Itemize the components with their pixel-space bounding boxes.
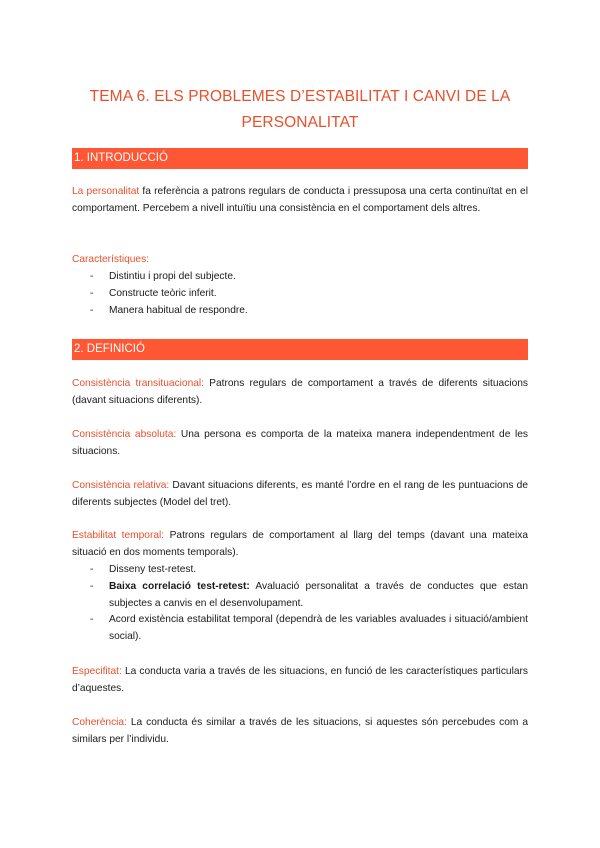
definition-especifitat (72, 664, 528, 698)
intro-paragraph (72, 184, 528, 218)
list-item-text: Disseny test-retest. (109, 564, 197, 575)
intro-paragraph-text: fa referència a patrons regulars de conducta i pressuposa una certa continuïtat en el comportament. Percebem a nivell intuïtiu una consistència en el comportament dels altres. (72, 186, 528, 214)
list-item (72, 562, 528, 579)
section-heading-definicio: 2. DEFINICIÓ (72, 339, 528, 360)
list-dash: - (90, 614, 94, 626)
term-especifitat: Especifitat: (72, 666, 122, 677)
term-personalitat: La personalitat (72, 186, 140, 197)
definition-coherencia (72, 715, 528, 749)
list-dash: - (90, 287, 94, 299)
list-item (72, 269, 528, 286)
definition-text: La conducta és similar a través de les situacions, si aquestes són percebudes com a similars per l’individu. (72, 717, 528, 745)
list-dash: - (90, 271, 94, 282)
caracteristiques-label (72, 252, 528, 269)
term-coherencia: Coherència: (72, 717, 127, 728)
definition-transituacional (72, 376, 528, 410)
section-heading-introduccio: 1. INTRODUCCIÓ (72, 148, 528, 169)
list-item (72, 612, 528, 646)
caracteristiques-label-text: Característiques: (72, 254, 150, 265)
list-dash: - (90, 304, 94, 316)
definition-text: Una persona es comporta de la mateixa manera independentment de les situacions. (72, 429, 528, 457)
list-item (72, 286, 528, 303)
term-temporal: Estabilitat temporal: (72, 530, 165, 541)
list-dash: - (90, 580, 94, 592)
list-item-text: Distintiu i propi del subjecte. (109, 271, 236, 282)
list-item-text: Manera habitual de respondre. (109, 304, 248, 316)
list-item-text: Avaluació personalitat a través de conductes que estan subjectes a canvis en el desenvolupament. (109, 580, 528, 609)
title-line-2: PERSONALITAT (241, 114, 359, 131)
list-item-text: Constructe teòric inferit. (109, 287, 217, 299)
list-item-bold: Baixa correlació test-retest: (109, 580, 250, 592)
temporal-list (72, 562, 528, 646)
term-relativa: Consistència relativa: (72, 480, 170, 491)
title-line-1: TEMA 6. ELS PROBLEMES D’ESTABILITAT I CANVI DE LA (89, 88, 511, 105)
definition-text: Davant situacions diferents, es manté l’ordre en el rang de les puntuacions de diferents subjectes (Model del tret). (72, 480, 528, 508)
definition-text: Patrons regulars de comportament a través de diferents situacions (davant situacions diferents). (72, 378, 528, 406)
term-transituacional: Consistència transituacional: (72, 378, 205, 389)
definition-temporal (72, 528, 528, 562)
definition-text: La conducta varia a través de les situacions, en funció de les característiques particulars d’aquestes. (72, 666, 528, 694)
list-item (72, 303, 528, 320)
definition-text: Patrons regulars de comportament al llarg del temps (davant una mateixa situació en dos moments temporals). (72, 530, 528, 558)
document-title (72, 84, 528, 136)
list-item-text: Acord existència estabilitat temporal (dependrà de les variables avaluades i situació/ambient social). (109, 614, 528, 643)
list-item (72, 579, 528, 613)
list-dash: - (90, 564, 94, 575)
definition-relativa (72, 478, 528, 512)
caracteristiques-list (72, 269, 528, 319)
term-absoluta: Consistència absoluta: (72, 429, 177, 440)
definition-absoluta (72, 427, 528, 461)
